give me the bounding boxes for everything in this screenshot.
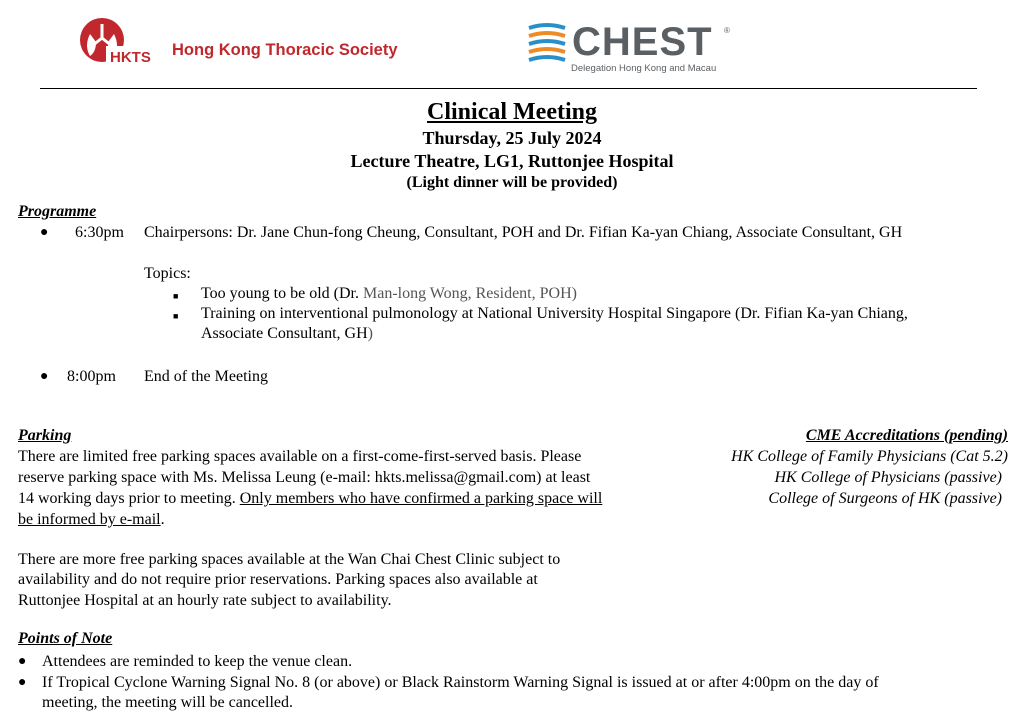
note-bullet-icon: ● <box>18 675 27 690</box>
cme-item-1: HK College of Family Physicians (Cat 5.2) <box>731 448 1008 465</box>
parking-p1-line-2: reserve parking space with Ms. Melissa Leung (e-mail: hkts.melissa@gmail.com) at least <box>18 469 591 486</box>
parking-p1-line-3: 14 working days prior to meeting. Only members who have confirmed a parking space will <box>18 490 603 507</box>
chest-subtitle: Delegation Hong Kong and Macau <box>571 63 717 74</box>
parking-p1-line-4: be informed by e-mail. <box>18 511 165 528</box>
programme-end: End of the Meeting <box>144 368 268 385</box>
hkts-name: Hong Kong Thoracic Society <box>172 41 398 59</box>
meeting-date: Thursday, 25 July 2024 <box>422 128 602 148</box>
hkts-logo-text: HKTS <box>110 49 151 66</box>
programme-bullet-icon: ● <box>40 225 49 240</box>
hkts-logo <box>76 16 152 68</box>
programme-heading: Programme <box>18 203 97 220</box>
programme-time-2: 8:00pm <box>67 368 116 385</box>
meeting-note: (Light dinner will be provided) <box>406 174 618 191</box>
parking-p1-line-1: There are limited free parking spaces available on a first-come-first-served basis. Please <box>18 448 582 465</box>
topic-1: Too young to be old (Dr. Man-long Wong, Resident, POH) <box>201 285 577 302</box>
parking-p2-line-2: availability and do not require prior reservations. Parking spaces also available at <box>18 571 538 588</box>
topic-2-line-2: Associate Consultant, GH) <box>201 325 373 342</box>
points-heading: Points of Note <box>18 630 113 647</box>
chest-logo-text: CHEST <box>572 20 713 64</box>
cme-heading: CME Accreditations (pending) <box>805 427 1008 444</box>
chest-registered-mark: ® <box>724 26 730 35</box>
programme-time-1: 6:30pm <box>75 224 124 241</box>
meeting-title: Clinical Meeting <box>427 99 597 125</box>
cme-item-3: College of Surgeons of HK (passive) <box>768 490 1002 507</box>
meeting-venue: Lecture Theatre, LG1, Ruttonjee Hospital <box>350 151 674 171</box>
parking-p2-line-3: Ruttonjee Hospital at an hourly rate subject to availability. <box>18 592 392 609</box>
header-divider <box>40 88 977 89</box>
note-bullet-icon: ● <box>18 654 27 669</box>
parking-p2-line-1: There are more free parking spaces available at the Wan Chai Chest Clinic subject to <box>18 551 561 568</box>
topic-bullet-icon: ■ <box>173 311 179 321</box>
topic-2-line-1: Training on interventional pulmonology at National University Hospital Singapore (Dr. Fifian Ka-yan Chiang, <box>201 305 908 322</box>
cme-item-2: HK College of Physicians (passive) <box>774 469 1002 486</box>
note-item-1: Attendees are reminded to keep the venue clean. <box>42 653 353 670</box>
topic-bullet-icon: ■ <box>173 291 179 301</box>
topics-label: Topics: <box>144 265 191 282</box>
note-item-2-line-2: meeting, the meeting will be cancelled. <box>42 694 294 711</box>
programme-bullet-icon: ● <box>40 369 49 384</box>
programme-chairpersons: Chairpersons: Dr. Jane Chun-fong Cheung, Consultant, POH and Dr. Fifian Ka-yan Chiang, Associate Consultant, GH <box>144 224 903 241</box>
parking-heading: Parking <box>18 427 72 444</box>
note-item-2-line-1: If Tropical Cyclone Warning Signal No. 8 (or above) or Black Rainstorm Warning Signal is issued at or after 4:00pm on the day of <box>42 674 879 691</box>
chest-logo-icon <box>527 22 567 74</box>
